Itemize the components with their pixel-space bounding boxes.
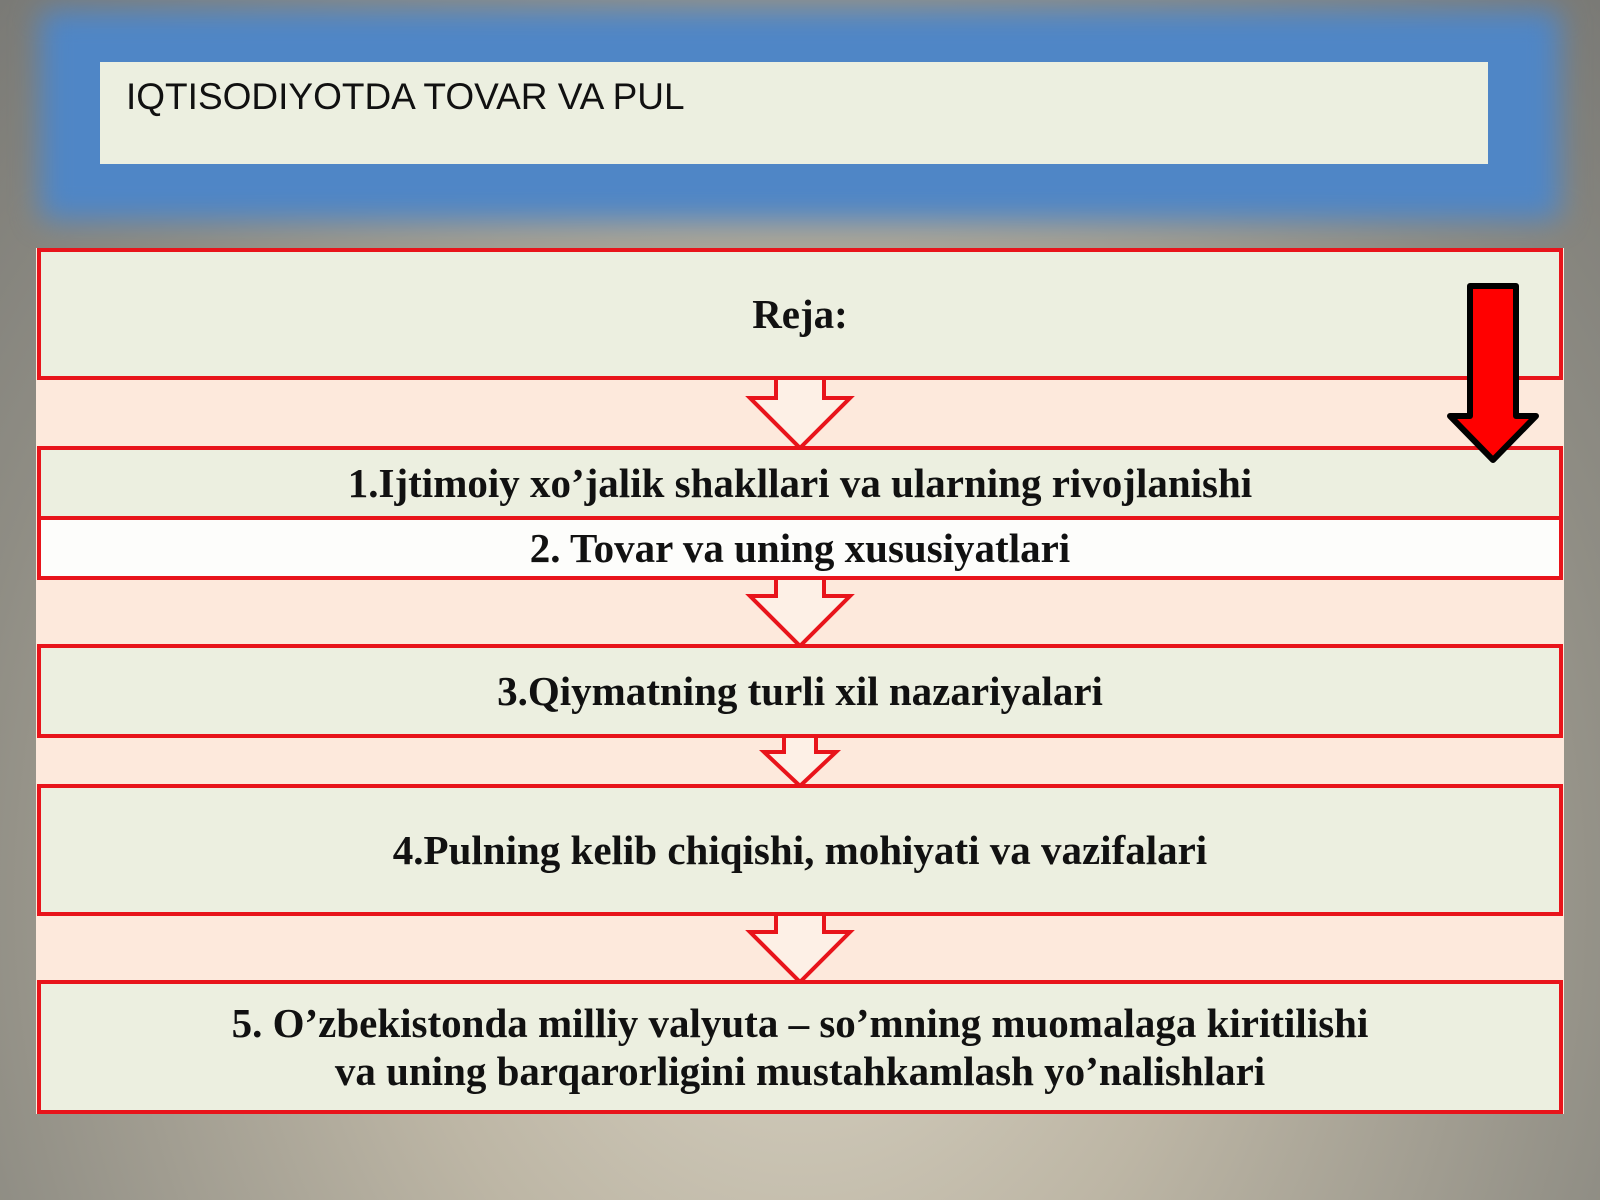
plan-item-4-text: 4.Pulning kelib chiqishi, mohiyati va vazifalari — [392, 827, 1208, 873]
slide-title: IQTISODIYOTDA TOVAR VA PUL — [126, 76, 685, 117]
plan-item-2-text: 2. Tovar va uning xususiyatlari — [529, 525, 1071, 571]
plan-item-5-text: 5. O’zbekistonda milliy valyuta – so’mning muomalaga kiritilishi va uning barqarorligini mustahkamlash yo’nalishlari — [231, 1000, 1369, 1094]
big-red-down-arrow-icon — [1450, 286, 1536, 460]
plan-item-3-text: 3.Qiymatning turli xil nazariyalari — [497, 668, 1103, 714]
heading-text: Reja: — [752, 291, 848, 337]
plan-item-1-text: 1.Ijtimoiy xo’jalik shakllari va ularning rivojlanishi — [347, 460, 1253, 506]
